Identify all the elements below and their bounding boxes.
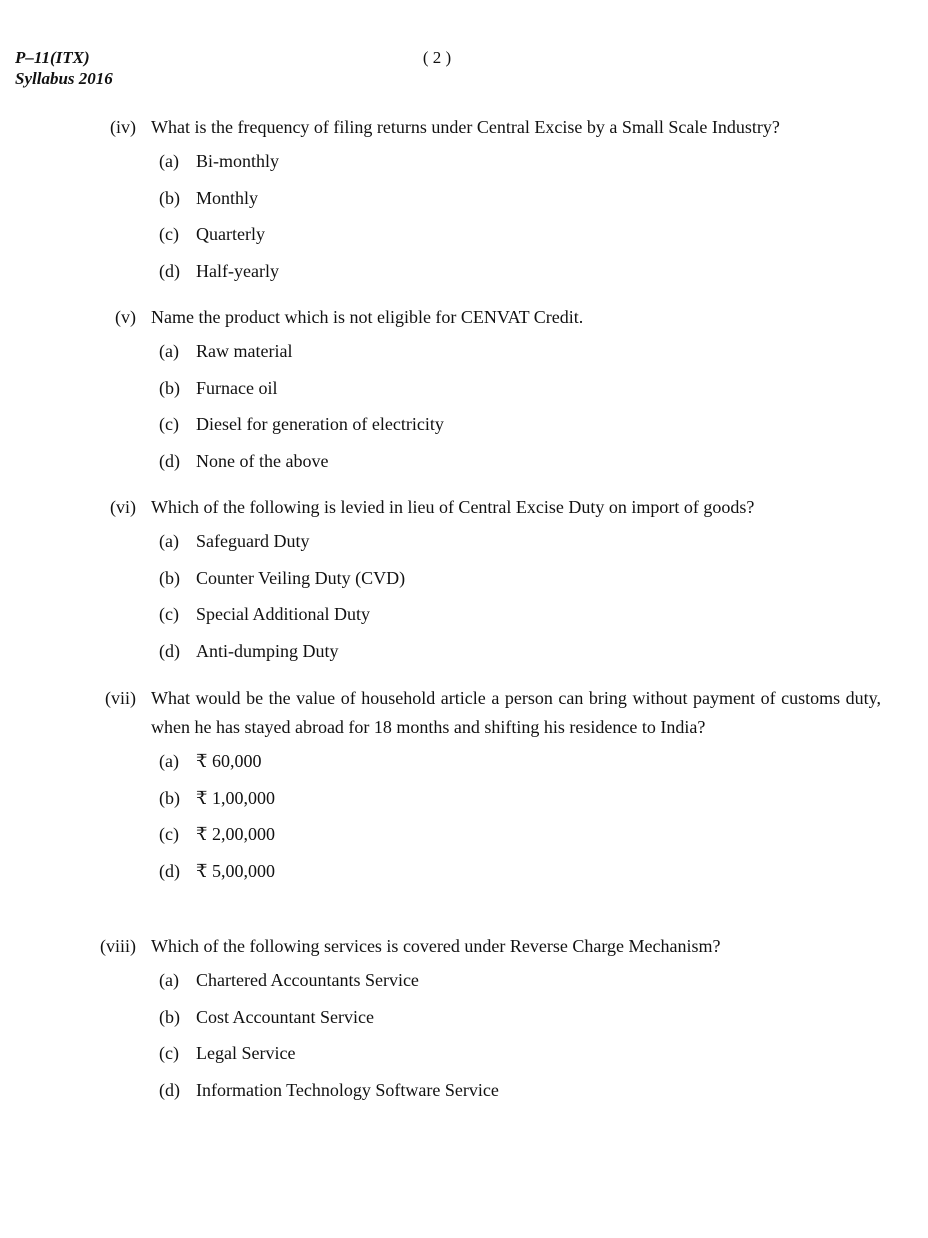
option-text: Furnace oil (196, 377, 278, 398)
question-text: Name the product which is not eligible for CENVAT Credit. (151, 307, 584, 327)
question-number: (viii) (100, 936, 136, 956)
page-number: ( 2 ) (422, 48, 452, 67)
option-label: (c) (159, 604, 179, 624)
option-text: Half-yearly (196, 260, 279, 281)
option-label: (d) (159, 260, 180, 281)
option-text: Anti-dumping Duty (196, 640, 339, 661)
option-c (159, 1035, 881, 1072)
option-label: (c) (159, 414, 179, 434)
option-text: Counter Veiling Duty (CVD) (196, 567, 406, 588)
option-label: (b) (159, 567, 180, 588)
option-c (159, 406, 881, 443)
option-label: (d) (159, 640, 180, 661)
option-label: (a) (159, 151, 179, 171)
option-c (159, 596, 881, 633)
question-number: (vi) (110, 497, 136, 517)
option-label: (b) (159, 1006, 180, 1027)
option-b (159, 180, 881, 217)
option-text: Legal Service (196, 1043, 296, 1063)
option-label: (a) (159, 531, 179, 551)
option-text: Cost Accountant Service (196, 1006, 374, 1027)
option-label: (d) (159, 450, 180, 471)
option-label: (b) (159, 787, 180, 808)
option-label: (a) (159, 970, 179, 990)
option-a (159, 962, 881, 999)
question-vii (85, 684, 881, 889)
option-label: (a) (159, 341, 179, 361)
option-text: Bi-monthly (196, 151, 280, 171)
option-a (159, 743, 881, 780)
option-a (159, 143, 881, 180)
option-text: Raw material (196, 341, 293, 361)
option-text: Information Technology Software Service (196, 1079, 499, 1100)
option-a (159, 523, 881, 560)
option-b (159, 999, 881, 1036)
option-label: (c) (159, 824, 179, 844)
paper-code: P–11(ITX) (15, 48, 90, 67)
option-label: (c) (159, 1043, 179, 1063)
option-text: Diesel for generation of electricity (196, 414, 444, 434)
option-text: None of the above (196, 450, 329, 471)
option-label: (a) (159, 751, 179, 771)
option-label: (c) (159, 224, 179, 244)
option-label: (b) (159, 377, 180, 398)
question-text: Which of the following services is covered under Reverse Charge Mechanism? (151, 936, 721, 956)
option-c (159, 816, 881, 853)
option-text: ₹ 60,000 (196, 751, 262, 771)
syllabus-label: Syllabus 2016 (15, 69, 113, 88)
option-label: (d) (159, 1079, 180, 1100)
option-text: ₹ 2,00,000 (196, 824, 275, 844)
option-c (159, 216, 881, 253)
option-text: Safeguard Duty (196, 531, 310, 551)
option-b (159, 780, 881, 817)
question-number: (iv) (110, 117, 136, 137)
question-number: (v) (115, 307, 136, 327)
option-text: Special Additional Duty (196, 604, 370, 624)
question-text: What is the frequency of filing returns under Central Excise by a Small Scale Industry? (151, 117, 780, 137)
option-d (159, 443, 881, 480)
option-label: (b) (159, 187, 180, 208)
option-d (159, 633, 881, 670)
option-b (159, 370, 881, 407)
question-number: (vii) (105, 688, 136, 708)
question-viii (85, 932, 881, 1108)
option-a (159, 333, 881, 370)
option-d (159, 1072, 881, 1109)
option-text: ₹ 5,00,000 (196, 860, 275, 881)
option-label: (d) (159, 860, 180, 881)
option-d (159, 853, 881, 890)
question-iv (85, 113, 881, 289)
option-d (159, 253, 881, 290)
option-b (159, 560, 881, 597)
question-text: Which of the following is levied in lieu of Central Excise Duty on import of goods? (151, 497, 755, 517)
option-text: Monthly (196, 187, 259, 208)
question-text: What would be the value of household article a person can bring without payment of customs duty, when he has stayed abroad for 18 months and shifting his residence to India? (151, 688, 881, 737)
question-vi (85, 493, 881, 669)
question-v (85, 303, 881, 479)
option-text: Quarterly (196, 224, 265, 244)
option-text: Chartered Accountants Service (196, 970, 419, 990)
option-text: ₹ 1,00,000 (196, 787, 275, 808)
